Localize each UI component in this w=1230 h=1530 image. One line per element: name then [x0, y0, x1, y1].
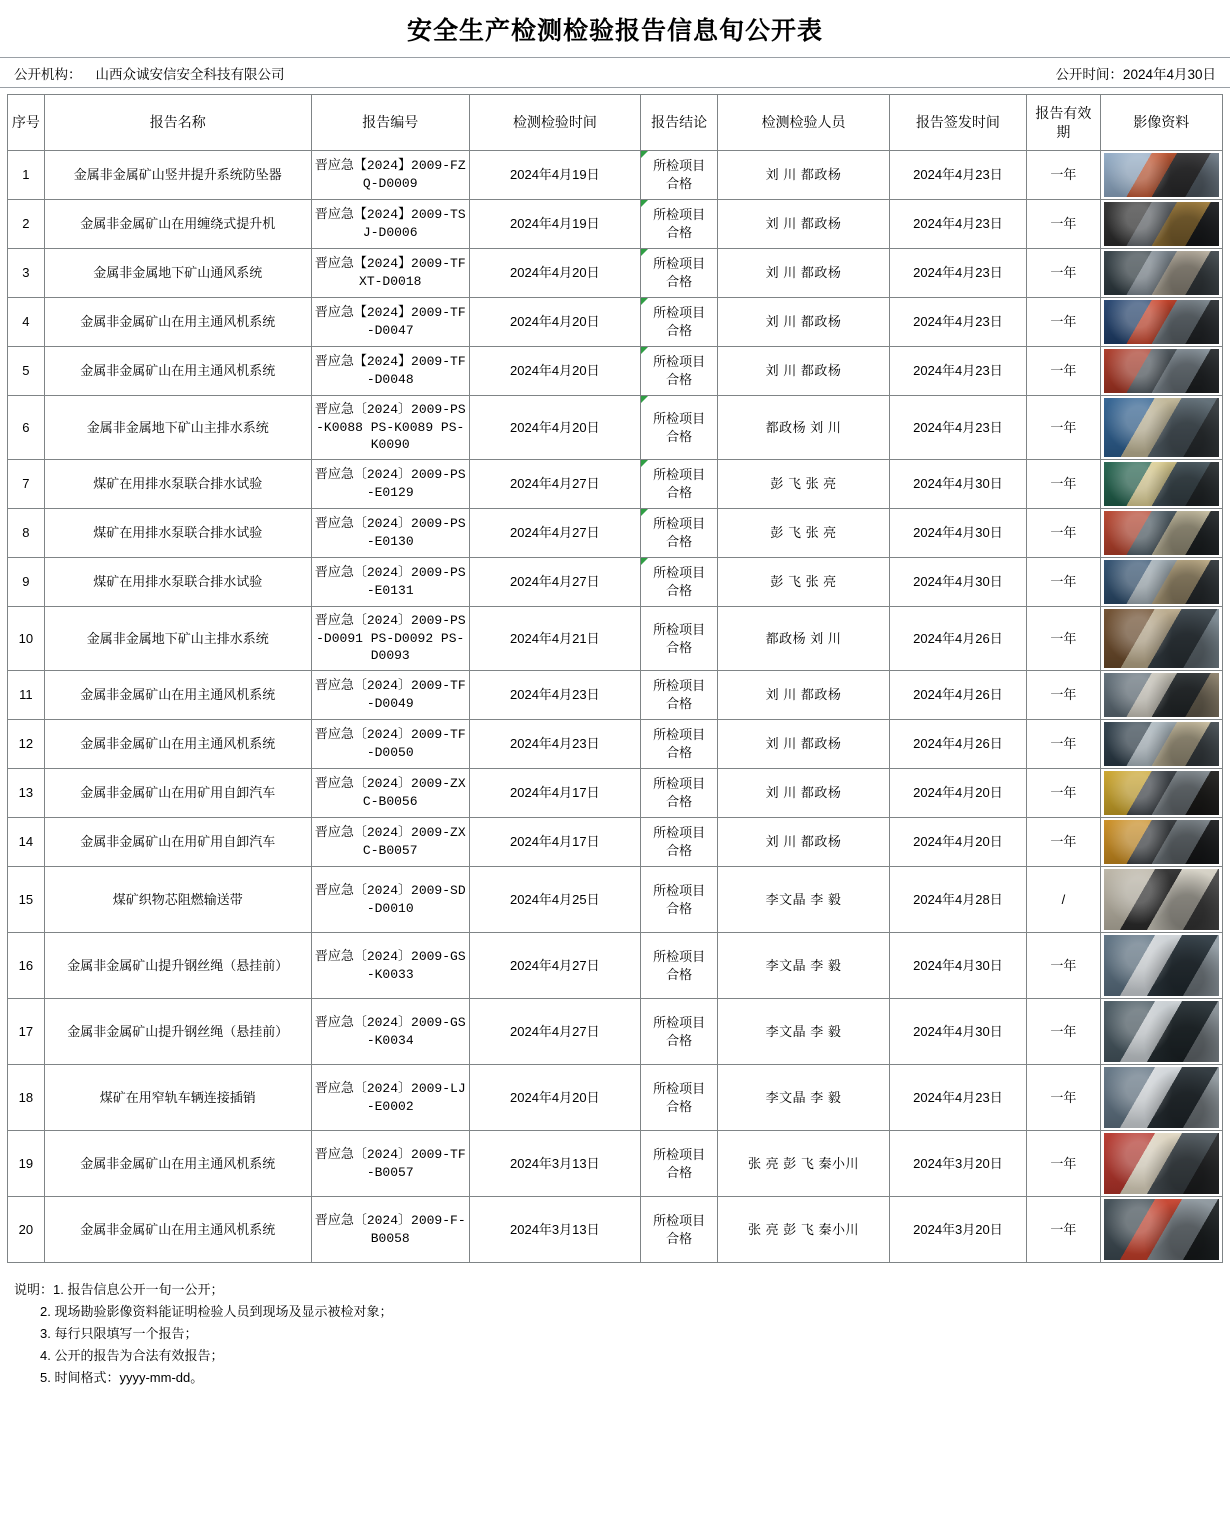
cell-report-name: 煤矿在用排水泵联合排水试验: [44, 558, 311, 607]
cell-image[interactable]: [1100, 720, 1222, 769]
field-inspection-photo-thumbnail[interactable]: [1104, 820, 1219, 864]
field-inspection-photo-thumbnail[interactable]: [1104, 398, 1219, 457]
cell-issue-date: 2024年4月23日: [889, 298, 1027, 347]
cell-image[interactable]: [1100, 769, 1222, 818]
cell-test-date: 2024年4月27日: [469, 509, 640, 558]
cell-test-date: 2024年3月13日: [469, 1131, 640, 1197]
cell-validity: 一年: [1027, 769, 1100, 818]
cell-test-date: 2024年4月17日: [469, 769, 640, 818]
cell-conclusion: 所检项目 合格: [640, 396, 717, 460]
cell-conclusion: 所检项目 合格: [640, 200, 717, 249]
cell-report-code: 晋应急【2024】2009-FZQ-D0009: [311, 151, 469, 200]
cell-report-code: 晋应急【2024】2009-TF-D0047: [311, 298, 469, 347]
cell-image[interactable]: [1100, 396, 1222, 460]
cell-conclusion: 所检项目 合格: [640, 249, 717, 298]
cell-report-code: 晋应急【2024】2009-TF-D0048: [311, 347, 469, 396]
cell-image[interactable]: [1100, 347, 1222, 396]
col-index: 序号: [8, 95, 45, 151]
cell-report-name: 金属非金属矿山在用矿用自卸汽车: [44, 818, 311, 867]
cell-image[interactable]: [1100, 460, 1222, 509]
organization-label: 公开机构：: [14, 66, 82, 82]
cell-inspectors: 刘 川 都政杨: [718, 769, 889, 818]
cell-report-name: 煤矿在用窄轨车辆连接插销: [44, 1065, 311, 1131]
col-test-date: 检测检验时间: [469, 95, 640, 151]
cell-inspectors: 刘 川 都政杨: [718, 818, 889, 867]
cell-conclusion: 所检项目 合格: [640, 720, 717, 769]
table-row: [8, 298, 1223, 347]
cell-issue-date: 2024年4月23日: [889, 347, 1027, 396]
thumbnail-overlay: [1104, 560, 1219, 604]
cell-report-name: 金属非金属地下矿山主排水系统: [44, 607, 311, 671]
table-body: [8, 151, 1223, 1263]
cell-inspectors: 刘 川 都政杨: [718, 720, 889, 769]
cell-test-date: 2024年4月27日: [469, 999, 640, 1065]
cell-report-name: 金属非金属矿山在用主通风机系统: [44, 1197, 311, 1263]
cell-conclusion: 所检项目 合格: [640, 558, 717, 607]
cell-index: 20: [8, 1197, 45, 1263]
cell-validity: 一年: [1027, 396, 1100, 460]
cell-test-date: 2024年4月19日: [469, 200, 640, 249]
thumbnail-overlay: [1104, 1199, 1219, 1260]
cell-test-date: 2024年4月25日: [469, 867, 640, 933]
cell-test-date: 2024年4月21日: [469, 607, 640, 671]
cell-report-code: 晋应急〔2024〕2009-LJ-E0002: [311, 1065, 469, 1131]
cell-index: 14: [8, 818, 45, 867]
cell-validity: 一年: [1027, 1197, 1100, 1263]
thumbnail-overlay: [1104, 300, 1219, 344]
thumbnail-overlay: [1104, 251, 1219, 295]
cell-issue-date: 2024年4月26日: [889, 671, 1027, 720]
lab-test-photo-thumbnail[interactable]: [1104, 1001, 1219, 1062]
table-row: [8, 867, 1223, 933]
cell-report-code: 晋应急〔2024〕2009-TF-B0057: [311, 1131, 469, 1197]
table-row: [8, 607, 1223, 671]
cell-image[interactable]: [1100, 298, 1222, 347]
cell-report-name: 煤矿在用排水泵联合排水试验: [44, 460, 311, 509]
field-inspection-photo-thumbnail[interactable]: [1104, 1133, 1219, 1194]
publish-time: 公开时间：2024年4月30日: [1055, 66, 1216, 82]
note-line: 3. 每行只限填写一个报告；: [40, 1326, 198, 1342]
note-line: 2. 现场勘验影像资料能证明检验人员到现场及显示被检对象；: [40, 1304, 393, 1320]
cell-image[interactable]: [1100, 933, 1222, 999]
field-inspection-photo-thumbnail[interactable]: [1104, 202, 1219, 246]
field-inspection-photo-thumbnail[interactable]: [1104, 560, 1219, 604]
cell-inspectors: 张 亮 彭 飞 秦小川: [718, 1197, 889, 1263]
cell-index: 7: [8, 460, 45, 509]
cell-report-code: 晋应急〔2024〕2009-GS-K0034: [311, 999, 469, 1065]
cell-validity: 一年: [1027, 720, 1100, 769]
col-report-code: 报告编号: [311, 95, 469, 151]
cell-conclusion: 所检项目 合格: [640, 460, 717, 509]
cell-inspectors: 刘 川 都政杨: [718, 347, 889, 396]
cell-conclusion: 所检项目 合格: [640, 933, 717, 999]
cell-report-name: 金属非金属地下矿山主排水系统: [44, 396, 311, 460]
col-validity: 报告有效期: [1027, 95, 1100, 151]
page-title-bar: [0, 0, 1230, 58]
field-inspection-photo-thumbnail[interactable]: [1104, 722, 1219, 766]
cell-test-date: 2024年4月20日: [469, 396, 640, 460]
cell-report-code: 晋应急〔2024〕2009-GS-K0033: [311, 933, 469, 999]
cell-report-name: 金属非金属地下矿山通风系统: [44, 249, 311, 298]
cell-image[interactable]: [1100, 671, 1222, 720]
cell-index: 3: [8, 249, 45, 298]
cell-validity: 一年: [1027, 933, 1100, 999]
cell-test-date: 2024年4月20日: [469, 1065, 640, 1131]
thumbnail-overlay: [1104, 511, 1219, 555]
cell-validity: 一年: [1027, 249, 1100, 298]
cell-index: 16: [8, 933, 45, 999]
notes-block: [14, 1279, 1230, 1389]
cell-inspectors: 李文晶 李 毅: [718, 1065, 889, 1131]
cell-report-code: 晋应急〔2024〕2009-PS-K0088 PS-K0089 PS-K0090: [311, 396, 469, 460]
cell-test-date: 2024年4月17日: [469, 818, 640, 867]
cell-index: 9: [8, 558, 45, 607]
cell-report-code: 晋应急〔2024〕2009-TF-D0049: [311, 671, 469, 720]
cell-validity: /: [1027, 867, 1100, 933]
thumbnail-overlay: [1104, 722, 1219, 766]
table-row: [8, 249, 1223, 298]
thumbnail-overlay: [1104, 202, 1219, 246]
cell-conclusion: 所检项目 合格: [640, 347, 717, 396]
field-inspection-photo-thumbnail[interactable]: [1104, 153, 1219, 197]
cell-report-name: 金属非金属矿山竖井提升系统防坠器: [44, 151, 311, 200]
cell-conclusion: 所检项目 合格: [640, 1131, 717, 1197]
cell-test-date: 2024年4月27日: [469, 558, 640, 607]
cell-report-code: 晋应急〔2024〕2009-PS-E0129: [311, 460, 469, 509]
cell-validity: 一年: [1027, 200, 1100, 249]
cell-validity: 一年: [1027, 558, 1100, 607]
cell-conclusion: 所检项目 合格: [640, 818, 717, 867]
cell-inspectors: 李文晶 李 毅: [718, 999, 889, 1065]
note-line: 4. 公开的报告为合法有效报告；: [40, 1348, 224, 1364]
cell-inspectors: 张 亮 彭 飞 秦小川: [718, 1131, 889, 1197]
cell-report-name: 金属非金属矿山在用主通风机系统: [44, 720, 311, 769]
cell-test-date: 2024年4月27日: [469, 460, 640, 509]
cell-report-name: 煤矿在用排水泵联合排水试验: [44, 509, 311, 558]
cell-index: 12: [8, 720, 45, 769]
cell-inspectors: 李文晶 李 毅: [718, 933, 889, 999]
note-line: 5. 时间格式：yyyy-mm-dd。: [40, 1370, 204, 1386]
thumbnail-overlay: [1104, 673, 1219, 717]
table-header-row: [8, 95, 1223, 151]
cell-report-name: 金属非金属矿山在用主通风机系统: [44, 347, 311, 396]
table-row: [8, 720, 1223, 769]
cell-image[interactable]: [1100, 1131, 1222, 1197]
col-report-name: 报告名称: [44, 95, 311, 151]
table-row: [8, 1131, 1223, 1197]
table-row: [8, 460, 1223, 509]
note-line: 说明：1. 报告信息公开一旬一公开；: [14, 1282, 224, 1297]
field-inspection-photo-thumbnail[interactable]: [1104, 511, 1219, 555]
field-inspection-photo-thumbnail[interactable]: [1104, 462, 1219, 506]
cell-index: 15: [8, 867, 45, 933]
thumbnail-overlay: [1104, 869, 1219, 930]
field-inspection-photo-thumbnail[interactable]: [1104, 673, 1219, 717]
cell-inspectors: 都政杨 刘 川: [718, 396, 889, 460]
cell-inspectors: 刘 川 都政杨: [718, 671, 889, 720]
cell-issue-date: 2024年4月23日: [889, 151, 1027, 200]
cell-image[interactable]: [1100, 509, 1222, 558]
cell-validity: 一年: [1027, 671, 1100, 720]
table-row: [8, 347, 1223, 396]
table-row: [8, 509, 1223, 558]
cell-image[interactable]: [1100, 867, 1222, 933]
cell-report-name: 金属非金属矿山在用缠绕式提升机: [44, 200, 311, 249]
cell-report-code: 晋应急【2024】2009-TSJ-D0006: [311, 200, 469, 249]
field-inspection-photo-thumbnail[interactable]: [1104, 609, 1219, 668]
table-row: [8, 671, 1223, 720]
thumbnail-overlay: [1104, 462, 1219, 506]
cell-index: 17: [8, 999, 45, 1065]
table-row: [8, 1197, 1223, 1263]
thumbnail-overlay: [1104, 1001, 1219, 1062]
cell-index: 13: [8, 769, 45, 818]
col-image: 影像资料: [1100, 95, 1222, 151]
cell-inspectors: 刘 川 都政杨: [718, 298, 889, 347]
cell-validity: 一年: [1027, 999, 1100, 1065]
cell-issue-date: 2024年4月23日: [889, 396, 1027, 460]
cell-image[interactable]: [1100, 607, 1222, 671]
cell-issue-date: 2024年4月30日: [889, 999, 1027, 1065]
cell-test-date: 2024年3月13日: [469, 1197, 640, 1263]
cell-report-name: 金属非金属矿山提升钢丝绳（悬挂前）: [44, 933, 311, 999]
cell-index: 11: [8, 671, 45, 720]
cell-inspectors: 刘 川 都政杨: [718, 249, 889, 298]
cell-issue-date: 2024年4月23日: [889, 249, 1027, 298]
cell-test-date: 2024年4月27日: [469, 933, 640, 999]
cell-image[interactable]: [1100, 558, 1222, 607]
cell-test-date: 2024年4月19日: [469, 151, 640, 200]
cell-conclusion: 所检项目 合格: [640, 298, 717, 347]
cell-validity: 一年: [1027, 347, 1100, 396]
thumbnail-overlay: [1104, 935, 1219, 996]
cell-issue-date: 2024年4月23日: [889, 1065, 1027, 1131]
cell-inspectors: 彭 飞 张 亮: [718, 558, 889, 607]
thumbnail-overlay: [1104, 398, 1219, 457]
cell-issue-date: 2024年4月28日: [889, 867, 1027, 933]
cell-report-name: 煤矿织物芯阻燃输送带: [44, 867, 311, 933]
cell-validity: 一年: [1027, 151, 1100, 200]
lab-test-photo-thumbnail[interactable]: [1104, 935, 1219, 996]
cell-report-code: 晋应急〔2024〕2009-PS-E0131: [311, 558, 469, 607]
cell-conclusion: 所检项目 合格: [640, 671, 717, 720]
col-issue-date: 报告签发时间: [889, 95, 1027, 151]
cell-inspectors: 刘 川 都政杨: [718, 151, 889, 200]
thumbnail-overlay: [1104, 349, 1219, 393]
table-row: [8, 200, 1223, 249]
cell-issue-date: 2024年4月20日: [889, 769, 1027, 818]
cell-issue-date: 2024年3月20日: [889, 1197, 1027, 1263]
cell-image[interactable]: [1100, 999, 1222, 1065]
cell-report-name: 金属非金属矿山在用主通风机系统: [44, 671, 311, 720]
table-row: [8, 818, 1223, 867]
cell-conclusion: 所检项目 合格: [640, 509, 717, 558]
cell-conclusion: 所检项目 合格: [640, 607, 717, 671]
table-row: [8, 999, 1223, 1065]
table-row: [8, 769, 1223, 818]
cell-report-name: 金属非金属矿山在用主通风机系统: [44, 298, 311, 347]
table-row: [8, 151, 1223, 200]
cell-test-date: 2024年4月23日: [469, 671, 640, 720]
cell-issue-date: 2024年4月30日: [889, 509, 1027, 558]
cell-inspectors: 李文晶 李 毅: [718, 867, 889, 933]
cell-image[interactable]: [1100, 151, 1222, 200]
meta-bar: [0, 58, 1230, 88]
cell-image[interactable]: [1100, 1197, 1222, 1263]
table-row: [8, 396, 1223, 460]
cell-inspectors: 都政杨 刘 川: [718, 607, 889, 671]
cell-issue-date: 2024年3月20日: [889, 1131, 1027, 1197]
cell-test-date: 2024年4月20日: [469, 249, 640, 298]
cell-report-code: 晋应急〔2024〕2009-PS-E0130: [311, 509, 469, 558]
cell-validity: 一年: [1027, 607, 1100, 671]
cell-conclusion: 所检项目 合格: [640, 151, 717, 200]
cell-image[interactable]: [1100, 200, 1222, 249]
lab-test-photo-thumbnail[interactable]: [1104, 1067, 1219, 1128]
cell-index: 1: [8, 151, 45, 200]
cell-conclusion: 所检项目 合格: [640, 1197, 717, 1263]
thumbnail-overlay: [1104, 1133, 1219, 1194]
thumbnail-overlay: [1104, 771, 1219, 815]
cell-report-code: 晋应急〔2024〕2009-PS-D0091 PS-D0092 PS-D0093: [311, 607, 469, 671]
cell-index: 8: [8, 509, 45, 558]
cell-inspectors: 彭 飞 张 亮: [718, 460, 889, 509]
thumbnail-overlay: [1104, 153, 1219, 197]
cell-test-date: 2024年4月20日: [469, 298, 640, 347]
cell-issue-date: 2024年4月26日: [889, 607, 1027, 671]
cell-validity: 一年: [1027, 298, 1100, 347]
cell-index: 2: [8, 200, 45, 249]
cell-validity: 一年: [1027, 818, 1100, 867]
thumbnail-overlay: [1104, 820, 1219, 864]
cell-test-date: 2024年4月20日: [469, 347, 640, 396]
cell-report-code: 晋应急〔2024〕2009-SD-D0010: [311, 867, 469, 933]
table-row: [8, 933, 1223, 999]
cell-report-name: 金属非金属矿山在用矿用自卸汽车: [44, 769, 311, 818]
cell-inspectors: 刘 川 都政杨: [718, 200, 889, 249]
cell-conclusion: 所检项目 合格: [640, 999, 717, 1065]
cell-issue-date: 2024年4月23日: [889, 200, 1027, 249]
field-inspection-photo-thumbnail[interactable]: [1104, 251, 1219, 295]
cell-issue-date: 2024年4月30日: [889, 558, 1027, 607]
cell-report-code: 晋应急〔2024〕2009-ZXC-B0056: [311, 769, 469, 818]
organization-value: 山西众诚安信安全科技有限公司: [95, 66, 285, 82]
lab-test-photo-thumbnail[interactable]: [1104, 869, 1219, 930]
cell-conclusion: 所检项目 合格: [640, 769, 717, 818]
cell-index: 18: [8, 1065, 45, 1131]
table-row: [8, 1065, 1223, 1131]
cell-conclusion: 所检项目 合格: [640, 1065, 717, 1131]
cell-report-name: 金属非金属矿山提升钢丝绳（悬挂前）: [44, 999, 311, 1065]
cell-validity: 一年: [1027, 509, 1100, 558]
cell-index: 5: [8, 347, 45, 396]
reports-table: [7, 94, 1223, 1263]
cell-report-code: 晋应急〔2024〕2009-TF-D0050: [311, 720, 469, 769]
cell-image[interactable]: [1100, 249, 1222, 298]
field-inspection-photo-thumbnail[interactable]: [1104, 300, 1219, 344]
cell-index: 6: [8, 396, 45, 460]
cell-inspectors: 彭 飞 张 亮: [718, 509, 889, 558]
page-title: 安全生产检测检验报告信息旬公开表: [406, 16, 823, 45]
field-inspection-photo-thumbnail[interactable]: [1104, 1199, 1219, 1260]
table-row: [8, 558, 1223, 607]
cell-conclusion: 所检项目 合格: [640, 867, 717, 933]
thumbnail-overlay: [1104, 609, 1219, 668]
cell-issue-date: 2024年4月30日: [889, 460, 1027, 509]
cell-issue-date: 2024年4月26日: [889, 720, 1027, 769]
cell-test-date: 2024年4月23日: [469, 720, 640, 769]
cell-index: 10: [8, 607, 45, 671]
cell-issue-date: 2024年4月30日: [889, 933, 1027, 999]
cell-validity: 一年: [1027, 1131, 1100, 1197]
field-inspection-photo-thumbnail[interactable]: [1104, 771, 1219, 815]
cell-report-code: 晋应急〔2024〕2009-ZXC-B0057: [311, 818, 469, 867]
cell-validity: 一年: [1027, 460, 1100, 509]
cell-report-code: 晋应急【2024】2009-TFXT-D0018: [311, 249, 469, 298]
disclosure-organization: [14, 63, 285, 83]
cell-report-name: 金属非金属矿山在用主通风机系统: [44, 1131, 311, 1197]
thumbnail-overlay: [1104, 1067, 1219, 1128]
col-inspectors: 检测检验人员: [718, 95, 889, 151]
cell-image[interactable]: [1100, 1065, 1222, 1131]
cell-index: 19: [8, 1131, 45, 1197]
cell-index: 4: [8, 298, 45, 347]
cell-image[interactable]: [1100, 818, 1222, 867]
cell-validity: 一年: [1027, 1065, 1100, 1131]
cell-report-code: 晋应急〔2024〕2009-F-B0058: [311, 1197, 469, 1263]
field-inspection-photo-thumbnail[interactable]: [1104, 349, 1219, 393]
col-conclusion: 报告结论: [640, 95, 717, 151]
cell-issue-date: 2024年4月20日: [889, 818, 1027, 867]
